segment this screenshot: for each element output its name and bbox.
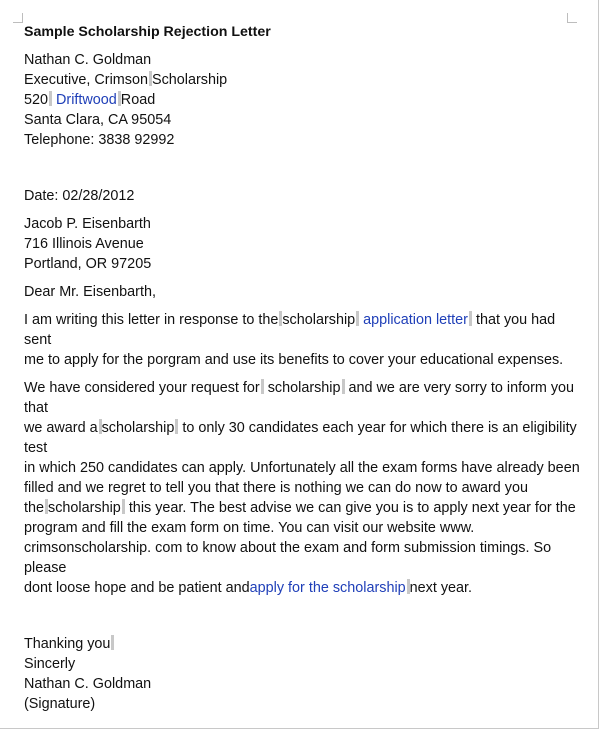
- closing-signature: (Signature): [24, 696, 96, 712]
- letter-date: Date: 02/28/2012: [24, 188, 135, 204]
- field-mark: [49, 91, 52, 106]
- field-mark: [356, 311, 359, 326]
- apply-scholarship-link[interactable]: apply for the scholarship: [249, 580, 406, 596]
- field-mark: [342, 379, 345, 394]
- field-mark: [261, 379, 264, 394]
- field-mark: [111, 635, 114, 650]
- closing-name: Nathan C. Goldman: [24, 676, 152, 692]
- application-letter-link[interactable]: application letter: [363, 312, 468, 328]
- recipient-city: Portland, OR 97205: [24, 256, 152, 272]
- field-mark: [122, 499, 125, 514]
- recipient-street: 716 Illinois Avenue: [24, 236, 144, 252]
- paragraph-1: I am writing this letter in response to the scholarship application letter that you had sent me to apply for the porgram and use its benefits to cover your educational expenses.: [24, 312, 564, 368]
- closing-sincerely: Sincerly: [24, 656, 76, 672]
- document-title: Sample Scholarship Rejection Letter: [24, 24, 271, 40]
- paragraph-2: We have considered your request for scholarship and we are very sorry to inform you that we award a scholarship to only 30 candidates each year for which there is an eligibility test in which 250 candidates can apply. Unfortunately all the exam forms have already been filled and we regret to tell you that there is nothing we can do now to award you the scholarship this year. The best advise we can give you is to apply next year for the program and fill the exam form on time. You can visit our website www. crimsonscholarship. com to know about the exam and form submission timings. So please dont loose hope and be patient andapply for the scholarship next year.: [24, 380, 580, 596]
- field-mark: [469, 311, 472, 326]
- sender-address: 520 Driftwood Road: [24, 92, 156, 108]
- sender-phone: Telephone: 3838 92992: [24, 132, 175, 148]
- sender-name: Nathan C. Goldman: [24, 52, 152, 68]
- salutation: Dear Mr. Eisenbarth,: [24, 284, 156, 300]
- closing-thanks: Thanking you: [24, 634, 584, 654]
- sender-city: Santa Clara, CA 95054: [24, 112, 172, 128]
- crop-mark-top-left: [13, 13, 23, 23]
- letter-body[interactable]: [24, 22, 584, 714]
- field-mark: [175, 419, 178, 434]
- driftwood-link[interactable]: Driftwood: [56, 92, 117, 108]
- recipient-name: Jacob P. Eisenbarth: [24, 216, 151, 232]
- sender-position: Executive, Crimson Scholarship: [24, 72, 228, 88]
